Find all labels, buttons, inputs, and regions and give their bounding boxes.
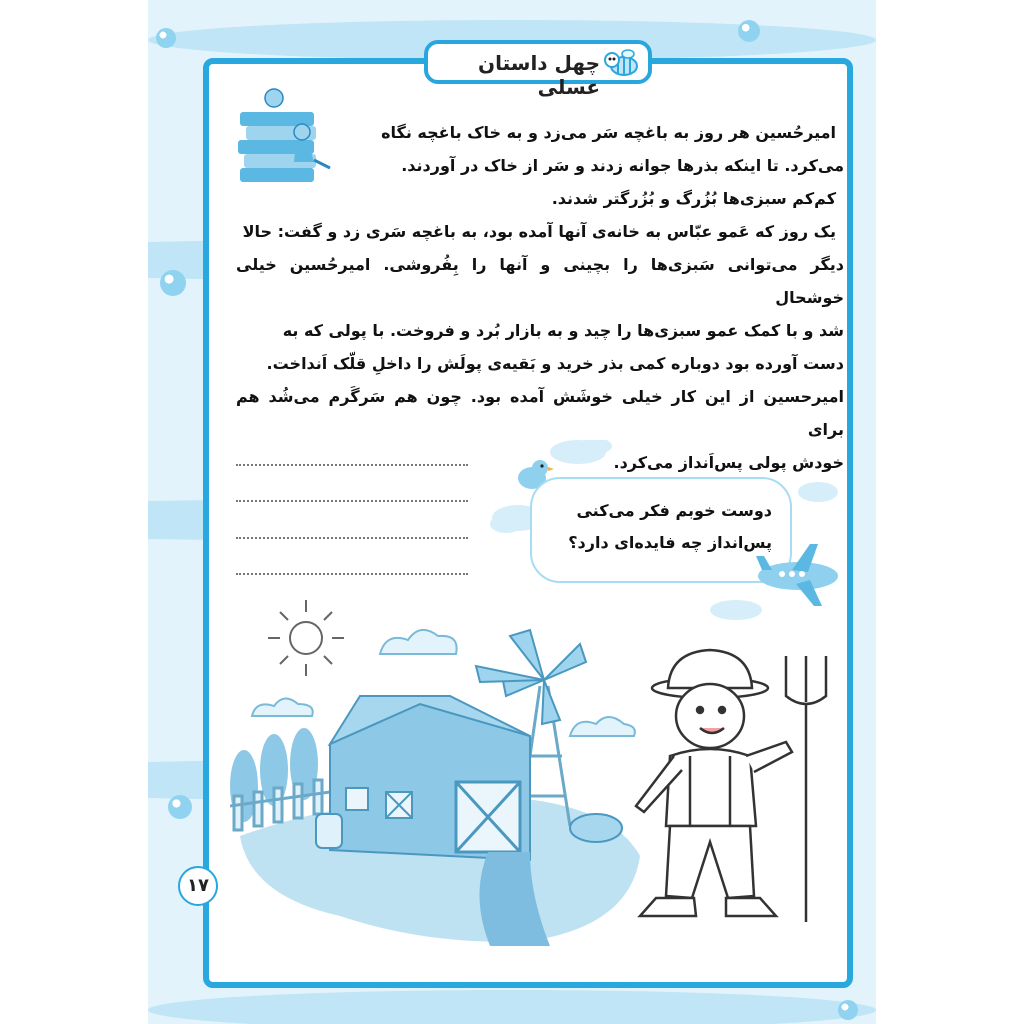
header-badge xyxy=(424,40,652,99)
farm-illustration xyxy=(230,596,650,946)
bee-icon xyxy=(602,48,642,80)
story-line: امیرحسین از این کار خیلی خوشَش آمده بود. چون هم سَرگَرم می‌شُد هم برای xyxy=(236,387,844,439)
answer-line[interactable] xyxy=(236,537,468,539)
answer-line[interactable] xyxy=(236,573,468,575)
question-text xyxy=(568,495,772,559)
page-number: ۱۷ xyxy=(178,866,218,906)
page-title: چهل داستان عسلی xyxy=(478,51,600,99)
bubble-decoration xyxy=(156,28,176,48)
question-line: پس‌انداز چه فایده‌ای دارد؟ xyxy=(568,533,772,552)
bubble-decoration xyxy=(738,20,760,42)
bubble-decoration xyxy=(168,795,192,819)
question-line: دوست خوبم فکر می‌کنی xyxy=(576,501,772,520)
story-line: شد و با کمک عمو سبزی‌ها را چید و به بازار بُرد و فروخت. با پولی که به xyxy=(282,321,844,340)
answer-line[interactable] xyxy=(236,464,468,466)
story-paragraph xyxy=(236,116,844,479)
story-line: امیرحُسین هر روز به باغچه سَر می‌زد و به خاک باغچه نگاه xyxy=(381,123,836,142)
story-line: یک روز که عَمو عبّاس به خانه‌ی آنها آمده بود، به باغچه سَری زد و گفت: حالا xyxy=(242,222,836,241)
airplane-icon xyxy=(752,540,844,612)
story-line: دست آورده بود دوباره کمی بذر خرید و بَقیه‌ی پولَش را داخلِ قلّک اَنداخت. xyxy=(266,354,844,373)
wave-decoration xyxy=(148,990,876,1024)
farmer-boy-illustration xyxy=(630,646,842,928)
story-line: خودش پولی پس‌اَنداز می‌کرد. xyxy=(613,453,844,472)
answer-line[interactable] xyxy=(236,500,468,502)
story-line: کم‌کم سبزی‌ها بُزُرگ و بُزُرگتر شدند. xyxy=(551,189,836,208)
sun-icon xyxy=(268,600,344,676)
bubble-decoration xyxy=(838,1000,858,1020)
story-line: می‌کرد. تا اینکه بذرها جوانه زدند و سَر از خاک در آوردند. xyxy=(401,156,844,175)
story-line: دیگر می‌توانی سَبزی‌ها را بچینی و آنها را بِفُروشی. امیرحُسین خیلی خوشحال xyxy=(236,255,844,307)
bubble-decoration xyxy=(160,270,186,296)
